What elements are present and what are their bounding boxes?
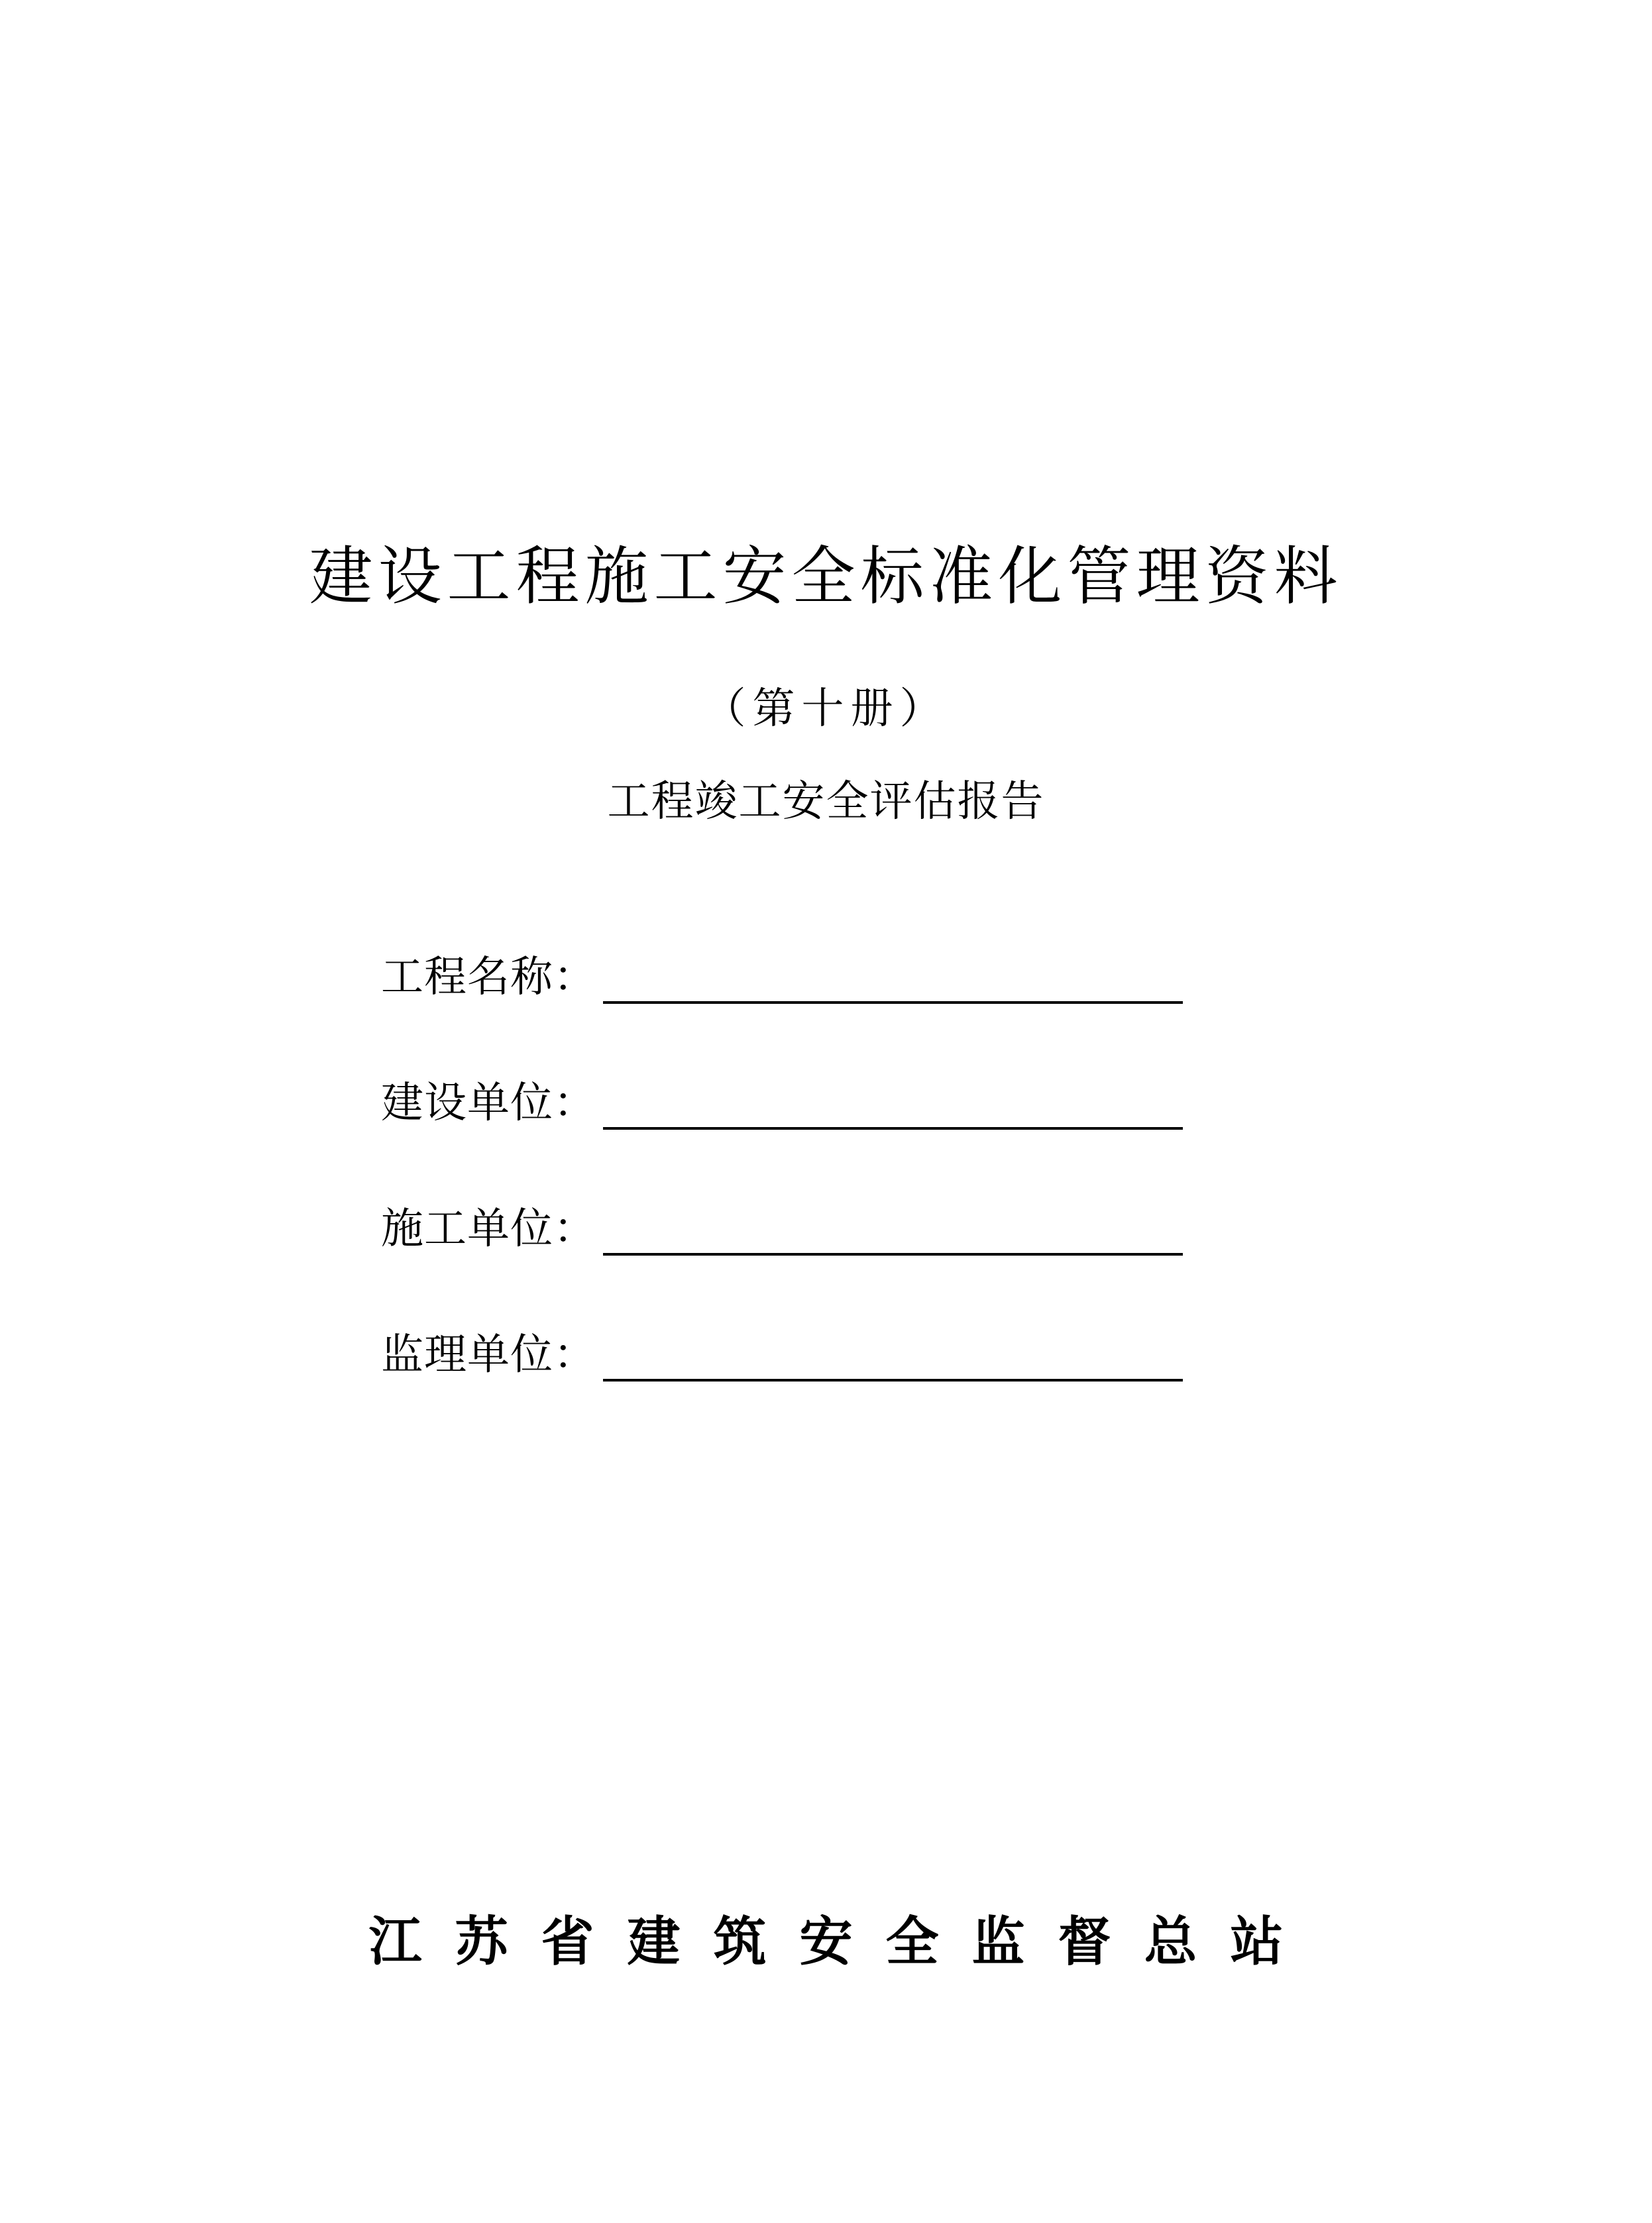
volume-label: （第十册） [703, 684, 949, 733]
field-label: 监理单位： [381, 1330, 596, 1380]
field-project-name [381, 951, 1309, 1077]
field-label: 施工单位： [381, 1205, 596, 1254]
fill-in-line [603, 1253, 1183, 1256]
info-fields [381, 951, 1309, 1454]
fill-in-line [603, 1001, 1183, 1004]
report-subtitle: 工程竣工安全评估报告 [607, 777, 1045, 826]
field-label: 工程名称： [381, 953, 596, 1002]
field-label: 建设单位： [381, 1079, 596, 1128]
field-construction-unit [381, 1203, 1309, 1328]
field-supervision-unit [381, 1328, 1309, 1454]
page-title: 建设工程施工安全标准化管理资料 [309, 539, 1343, 614]
issuing-organization: 江苏省建筑安全监督总站 [368, 1910, 1317, 1973]
fill-in-line [603, 1127, 1183, 1130]
field-owner-unit [381, 1077, 1309, 1203]
fill-in-line [603, 1379, 1183, 1382]
